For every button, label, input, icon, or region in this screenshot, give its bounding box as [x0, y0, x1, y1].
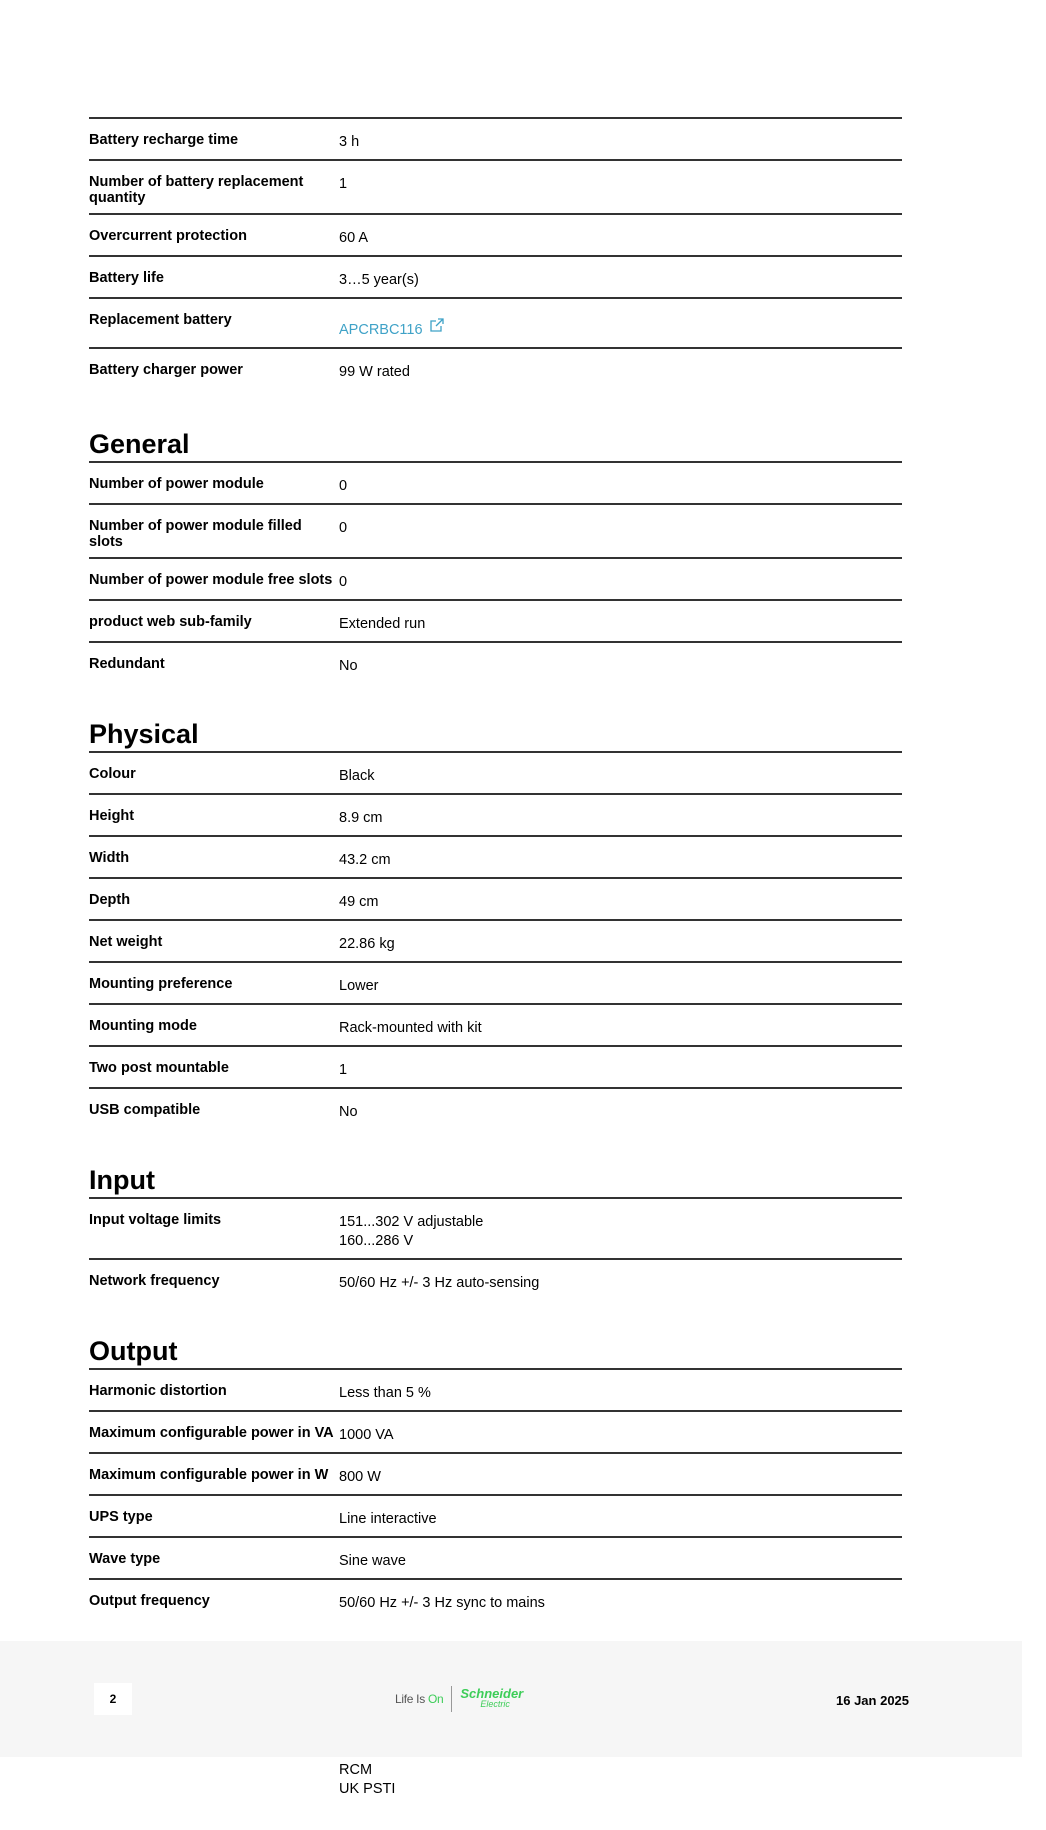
spec-label: Colour: [89, 766, 136, 782]
spec-row: [89, 961, 902, 1003]
spec-section: [89, 1153, 902, 1300]
spec-value: [339, 1379, 902, 1403]
spec-value-line: RCM: [339, 1762, 373, 1778]
spec-label: Width: [89, 850, 130, 866]
spec-label: Number of power module: [89, 476, 264, 492]
spec-value: [339, 1547, 902, 1571]
footer-date: 16 Jan 2025: [836, 1693, 910, 1708]
brand-sub: Electric: [480, 1699, 510, 1709]
schneider-logo: [460, 1688, 523, 1710]
spec-row: [89, 641, 902, 683]
spec-row: [89, 1368, 902, 1410]
spec-value-line: 43.2 cm: [339, 852, 391, 868]
spec-label: Mounting preference: [89, 976, 233, 992]
spec-value-line: 0: [339, 520, 348, 536]
spec-value-line: [339, 313, 902, 340]
spec-value: [339, 170, 902, 206]
spec-value-line: 800 W: [339, 1469, 381, 1485]
section-heading: General: [89, 429, 190, 459]
spec-value: [339, 308, 902, 340]
spec-row: [89, 1452, 902, 1494]
spec-value: [339, 1269, 902, 1293]
spec-value-line: 50/60 Hz +/- 3 Hz auto-sensing: [339, 1275, 540, 1291]
spec-value: [339, 472, 902, 496]
spec-value: [339, 610, 902, 634]
spec-row: [89, 751, 902, 793]
spec-value: [339, 846, 902, 870]
spec-value-line: Rack-mounted with kit: [339, 1020, 482, 1036]
spec-row: [89, 347, 902, 389]
spec-value: [339, 804, 902, 828]
spec-row: [89, 1494, 902, 1536]
spec-row: [89, 213, 902, 255]
spec-label: product web sub-family: [89, 614, 252, 630]
spec-value-line: 99 W rated: [339, 364, 410, 380]
spec-value: [339, 128, 902, 152]
spec-row: [89, 1410, 902, 1452]
spec-value: [339, 266, 902, 290]
brand-logo: [395, 1686, 523, 1712]
spec-value-line: 0: [339, 574, 348, 590]
spec-row: [89, 1003, 902, 1045]
spec-value: [339, 888, 902, 912]
spec-value-line: 3 h: [339, 134, 360, 150]
spec-value: [339, 1098, 902, 1122]
page-footer: [0, 1641, 1022, 1757]
spec-value-line: Lower: [339, 978, 379, 994]
spec-label: USB compatible: [89, 1102, 201, 1118]
spec-value-line: No: [339, 1104, 358, 1120]
spec-row: [89, 877, 902, 919]
spec-value-line: Sine wave: [339, 1553, 406, 1569]
link-text: APCRBC116: [339, 322, 423, 338]
spec-row: [89, 1258, 902, 1300]
section-heading: Physical: [89, 719, 199, 749]
spec-label: Overcurrent protection: [89, 228, 247, 244]
spec-row: [89, 1045, 902, 1087]
spec-label: Battery recharge time: [89, 132, 239, 148]
spec-label: Height: [89, 808, 135, 824]
spec-value-line: 151...302 V adjustable: [339, 1214, 484, 1230]
spec-value: [339, 972, 902, 996]
spec-value: [339, 224, 902, 248]
page-number: 2: [94, 1683, 132, 1715]
spec-label: Mounting mode: [89, 1018, 197, 1034]
spec-label: Output frequency: [89, 1593, 210, 1609]
spec-label: Replacement battery: [89, 312, 232, 328]
tagline: [395, 1692, 443, 1706]
spec-row: [89, 557, 902, 599]
spec-row: [89, 835, 902, 877]
spec-value: [339, 358, 902, 382]
spec-label: Redundant: [89, 656, 165, 672]
spec-row: [89, 503, 902, 557]
spec-label: Battery life: [89, 270, 164, 286]
spec-value: [339, 1014, 902, 1038]
spec-row: [89, 1536, 902, 1578]
spec-label: UPS type: [89, 1509, 153, 1525]
spec-value-line: 3…5 year(s): [339, 272, 419, 288]
spec-value-line: 1: [339, 1062, 348, 1078]
spec-label: Number of power module filled slots: [89, 518, 302, 550]
spec-row: [89, 919, 902, 961]
spec-label: Two post mountable: [89, 1060, 229, 1076]
section-heading: Input: [89, 1165, 155, 1195]
spec-row: [89, 117, 902, 159]
spec-label: Network frequency: [89, 1273, 220, 1289]
spec-row: [89, 599, 902, 641]
spec-value-line: 49 cm: [339, 894, 379, 910]
spec-label: Maximum configurable power in W: [89, 1467, 329, 1483]
spec-row: [89, 461, 902, 503]
spec-value-line: 1: [339, 176, 348, 192]
spec-label: Number of power module free slots: [89, 572, 333, 588]
spec-value: [339, 514, 902, 550]
spec-row: [89, 159, 902, 213]
spec-value-line: Black: [339, 768, 375, 784]
spec-section: [89, 117, 902, 389]
spec-value-line: Extended run: [339, 616, 426, 632]
spec-row: [89, 297, 902, 347]
spec-value-line: Line interactive: [339, 1511, 437, 1527]
spec-label: Net weight: [89, 934, 163, 950]
spec-row: [89, 1197, 902, 1258]
spec-content: [89, 117, 902, 1830]
spec-value: [339, 1208, 902, 1251]
spec-value-line: 160...286 V: [339, 1233, 414, 1249]
spec-value: [339, 930, 902, 954]
spec-section: [89, 417, 902, 683]
spec-value: [339, 762, 902, 786]
spec-value-line: 1000 VA: [339, 1427, 394, 1443]
spec-row: [89, 1087, 902, 1129]
spec-value-line: 8.9 cm: [339, 810, 383, 826]
spec-value: [339, 1421, 902, 1445]
spec-value-line: UK PSTI: [339, 1781, 396, 1797]
spec-value: [339, 1589, 902, 1613]
spec-value: [339, 652, 902, 676]
replacement-battery-link[interactable]: [339, 322, 445, 338]
spec-row: [89, 1578, 902, 1620]
section-heading: Output: [89, 1336, 178, 1366]
brand-name: Schneider: [460, 1686, 524, 1701]
spec-label: Maximum configurable power in VA: [89, 1425, 334, 1441]
spec-value-line: 22.86 kg: [339, 936, 395, 952]
spec-label: Number of battery replacement quantity: [89, 174, 304, 206]
spec-label: Wave type: [89, 1551, 161, 1567]
brand-divider: [451, 1686, 452, 1712]
spec-label: Battery charger power: [89, 362, 243, 378]
spec-row: [89, 255, 902, 297]
spec-value: [339, 1463, 902, 1487]
spec-label: Harmonic distortion: [89, 1383, 227, 1399]
external-link-icon: [429, 317, 445, 333]
spec-value-line: 0: [339, 478, 348, 494]
spec-value-line: No: [339, 658, 358, 674]
spec-label: Depth: [89, 892, 131, 908]
spec-value-line: 50/60 Hz +/- 3 Hz sync to mains: [339, 1595, 545, 1611]
spec-value-line: Less than 5 %: [339, 1385, 431, 1401]
spec-section: [89, 1324, 902, 1620]
spec-value-line: 60 A: [339, 230, 369, 246]
spec-section: [89, 707, 902, 1129]
tagline-on: On: [427, 1692, 444, 1706]
spec-label: Input voltage limits: [89, 1212, 222, 1228]
spec-row: [89, 793, 902, 835]
spec-value: [339, 1505, 902, 1529]
spec-value: [339, 1056, 902, 1080]
tagline-prefix: Life Is: [395, 1692, 428, 1706]
spec-value: [339, 568, 902, 592]
